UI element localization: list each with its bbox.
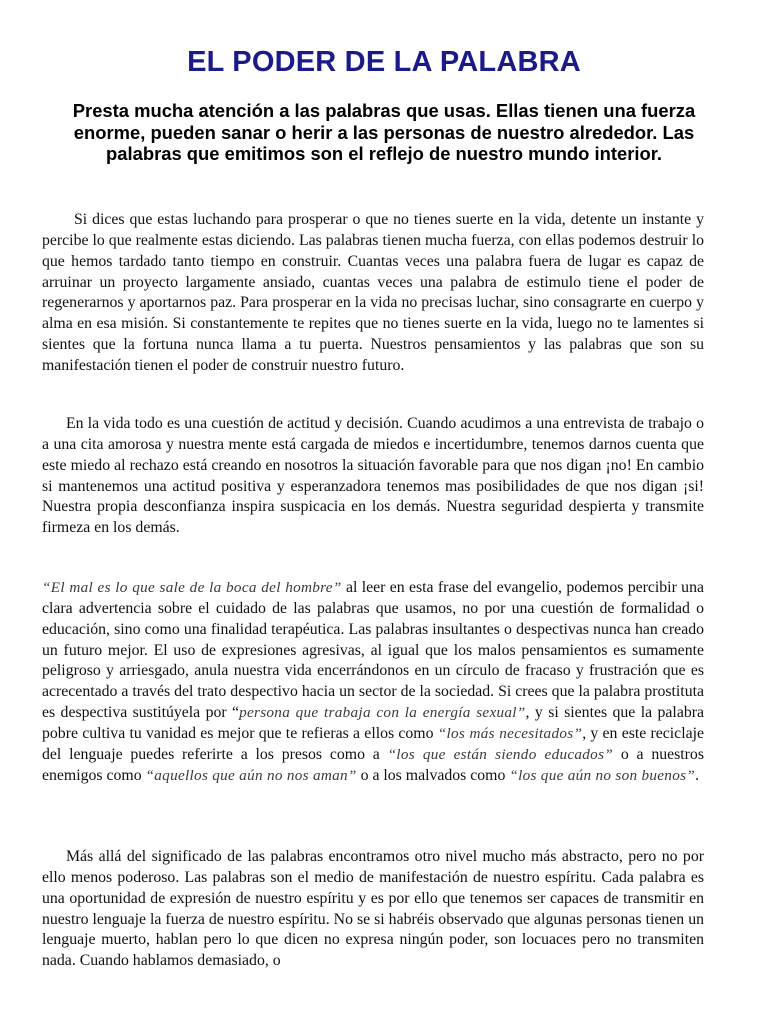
paragraph-text: o a nuestros enemigos como	[42, 745, 704, 784]
body-paragraph-2: En la vida todo es una cuestión de actitud y decisión. Cuando acudimos a una entrevista de trabajo o a una cita amorosa y nuestra mente está cargada de miedos e incertidumbre, tenemos darnos cuenta que este miedo al rechazo está creando en nosotros la situación favorable para que nos digan ¡no! En cambio si mantenemos una actitud positiva y esperanzadora tenemos mas posibilidades de que nos digan ¡si! Nuestra propia desconfianza inspira suspicacia en los demás. Nuestra seguridad despierta y transmite firmeza en los demás.	[42, 415, 704, 537]
body-paragraph-1: Si dices que estas luchando para prosperar o que no tienes suerte en la vida, detente un instante y percibe lo que realmente estas diciendo. Las palabras tienen mucha fuerza, con ellas podemos destruir lo que hemos tardado tanto tiempo en construir. Cuantas veces una palabra fuera de lugar es capaz de arruinar un proyecto largamente ansiado, cuantas veces una palabra de estimulo tiene el poder de regenerarnos y aportarnos paz. Para prosperar en la vida no precisas luchar, sino consagrarte en cuerpo y alma en esa misión. Si constantemente te repites que no tienes suerte en la vida, luego no te lamentes si sientes que la fortuna nunca llama a tu puerta. Nuestros pensamientos y las palabras que son su manifestación tienen el poder de construir nuestro futuro.	[42, 211, 704, 374]
body-paragraph-4: Más allá del significado de las palabras encontramos otro nivel mucho más abstracto, pero no por ello menos poderoso. Las palabras son el medio de manifestación de nuestro espíritu. Cada palabra es una oportunidad de expresión de nuestro espíritu y es por ello que tenemos ser capaces de transmitir en nuestro lenguaje la fuerza de nuestro espíritu. No se si habréis observado que algunas personas tienen un lenguaje muerto, hablan pero lo que dicen no expresa ningún poder, son locuaces pero no transmiten nada. Cuando hablamos demasiado, o	[42, 848, 704, 970]
document-title: EL PODER DE LA PALABRA	[187, 46, 581, 78]
quote-evangelio: “El mal es lo que sale de la boca del hombre”	[42, 579, 342, 596]
quote-persona: persona que trabaja con la energía sexual”	[239, 704, 526, 722]
quote-no-son-buenos: “los que aún no son buenos”	[509, 766, 696, 784]
body-paragraph-3	[42, 578, 704, 786]
lead-paragraph: Presta mucha atención a las palabras que usas. Ellas tienen una fuerza enorme, pueden sanar o herir a las personas de nuestro alrededor. Las palabras que emitimos son el reflejo de nuestro mundo interior.	[72, 100, 696, 164]
paragraph-text: al leer en esta frase del evangelio, podemos percibir una clara advertencia sobre el cuidado de las palabras que usamos, no por una cuestión de formalidad o educación, sino como una finalidad terapéutica. Las palabras insultantes o despectivas nunca han creado un futuro mejor. El uso de expresiones agresivas, al igual que los malos pensamientos es sumamente peligroso y arriesgado, anula nuestra vida encerrándonos en un círculo de fracaso y frustración que es acrecentado a través del trato despectivo hacia un sector de la sociedad. Si crees que la palabra prostituta es despectiva sustitúyela por “	[42, 579, 704, 722]
paragraph-text: , y si sientes que la palabra pobre cultiva tu vanidad es mejor que te refieras a ellos como	[42, 704, 704, 742]
paragraph-text: .	[695, 766, 700, 784]
quote-educados: “los que están siendo educados”	[387, 745, 614, 763]
paragraph-text: o a los malvados como	[356, 766, 510, 784]
quote-necesitados: “los más necesitados”	[437, 724, 583, 742]
quote-no-nos-aman: “aquellos que aún no nos aman”	[145, 766, 357, 784]
paragraph-text: , y en este reciclaje del lenguaje puedes referirte a los presos como a	[42, 724, 704, 763]
